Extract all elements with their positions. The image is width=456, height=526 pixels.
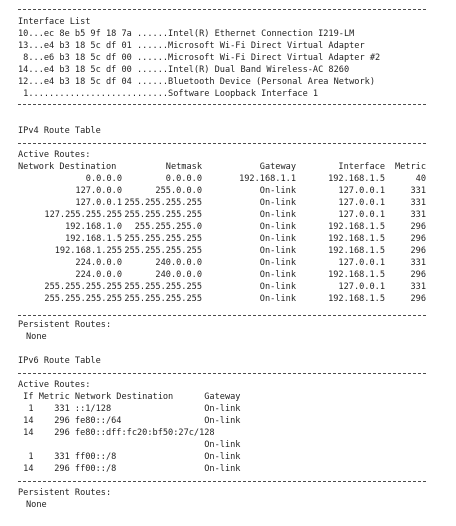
ipv4-cell-metric: 296: [410, 234, 426, 244]
ipv4-cell-network-destination: 255.255.255.255: [44, 294, 122, 304]
ipv4-cell-network-destination: 127.0.0.1: [75, 198, 122, 208]
ipv4-cell-metric: 331: [410, 210, 426, 220]
ipv4-cell-netmask: 255.255.255.255: [124, 246, 202, 256]
ipv4-header-netmask: Netmask: [165, 162, 202, 172]
interface-row: 1...........................Software Loopback Interface 1: [18, 89, 319, 99]
ipv6-route-row: 14 296 fe80::/64 On-link: [18, 416, 241, 426]
ipv6-route-row: 14 296 fe80::dff:fc20:bf50:27c/128: [18, 428, 215, 438]
ipv6-route-table-title: IPv6 Route Table: [18, 356, 101, 366]
ipv4-cell-netmask: 255.255.255.255: [124, 210, 202, 220]
ipv4-cell-interface: 192.168.1.5: [328, 270, 385, 280]
ipv4-cell-netmask: 240.0.0.0: [155, 258, 202, 268]
ipv4-cell-metric: 296: [410, 222, 426, 232]
interface-row: 13...e4 b3 18 5c df 01 ......Microsoft Wi-Fi Direct Virtual Adapter: [18, 41, 365, 51]
ipv4-active-routes-label: Active Routes:: [18, 150, 91, 160]
ipv4-cell-netmask: 255.255.255.0: [134, 222, 202, 232]
ipv4-cell-interface: 192.168.1.5: [328, 294, 385, 304]
separator-rule: [18, 481, 426, 483]
ipv4-cell-metric: 40: [415, 174, 426, 184]
interface-row: 10...ec 8e b5 9f 18 7a ......Intel(R) Ethernet Connection I219-LM: [18, 29, 355, 39]
interface-list-title: Interface List: [18, 17, 91, 27]
ipv4-cell-gateway: On-link: [259, 270, 296, 280]
ipv4-cell-gateway: On-link: [259, 186, 296, 196]
ipv4-cell-interface: 192.168.1.5: [328, 234, 385, 244]
ipv4-cell-gateway: On-link: [259, 246, 296, 256]
ipv6-persistent-routes-label: Persistent Routes:: [18, 488, 112, 498]
ipv4-route-table-title: IPv4 Route Table: [18, 126, 101, 136]
separator-rule: [18, 104, 426, 106]
ipv4-cell-netmask: 255.255.255.255: [124, 198, 202, 208]
ipv4-persistent-routes-label: Persistent Routes:: [18, 320, 112, 330]
ipv4-cell-network-destination: 255.255.255.255: [44, 282, 122, 292]
ipv4-cell-netmask: 255.255.255.255: [124, 294, 202, 304]
ipv4-cell-metric: 296: [410, 270, 426, 280]
ipv4-cell-network-destination: 127.255.255.255: [44, 210, 122, 220]
ipv4-cell-interface: 127.0.0.1: [338, 282, 385, 292]
ipv4-cell-interface: 192.168.1.5: [328, 222, 385, 232]
ipv6-route-row: On-link: [18, 440, 241, 450]
ipv4-cell-gateway: On-link: [259, 234, 296, 244]
ipv6-active-routes-label: Active Routes:: [18, 380, 91, 390]
ipv4-cell-interface: 127.0.0.1: [338, 258, 385, 268]
ipv4-cell-metric: 331: [410, 282, 426, 292]
ipv6-route-row: 1 331 ff00::/8 On-link: [18, 452, 241, 462]
interface-row: 14...e4 b3 18 5c df 00 ......Intel(R) Dual Band Wireless-AC 8260: [18, 65, 350, 75]
ipv6-table-header: If Metric Network Destination Gateway: [18, 392, 241, 402]
interface-row: 8...e6 b3 18 5c df 00 ......Microsoft Wi-Fi Direct Virtual Adapter #2: [18, 53, 381, 63]
ipv4-cell-interface: 192.168.1.5: [328, 174, 385, 184]
ipv4-header-interface: Interface: [338, 162, 385, 172]
ipv4-cell-netmask: 255.255.255.255: [124, 282, 202, 292]
ipv4-header-network-destination: Network Destination: [18, 162, 117, 172]
ipv4-cell-gateway: 192.168.1.1: [239, 174, 296, 184]
ipv4-cell-network-destination: 192.168.1.0: [65, 222, 122, 232]
ipv4-cell-network-destination: 0.0.0.0: [85, 174, 122, 184]
separator-rule: [18, 315, 426, 317]
ipv4-cell-interface: 192.168.1.5: [328, 246, 385, 256]
ipv4-cell-network-destination: 224.0.0.0: [75, 258, 122, 268]
ipv6-route-row: 1 331 ::1/128 On-link: [18, 404, 241, 414]
ipv4-cell-interface: 127.0.0.1: [338, 186, 385, 196]
ipv4-cell-gateway: On-link: [259, 258, 296, 268]
ipv4-cell-network-destination: 192.168.1.255: [54, 246, 122, 256]
ipv4-cell-gateway: On-link: [259, 222, 296, 232]
ipv4-cell-metric: 296: [410, 294, 426, 304]
separator-rule: [18, 373, 426, 375]
ipv4-cell-netmask: 255.0.0.0: [155, 186, 202, 196]
ipv4-cell-interface: 127.0.0.1: [338, 210, 385, 220]
ipv4-cell-network-destination: 192.168.1.5: [65, 234, 122, 244]
ipv4-header-gateway: Gateway: [259, 162, 296, 172]
ipv4-header-metric: Metric: [394, 162, 426, 172]
ipv4-cell-network-destination: 224.0.0.0: [75, 270, 122, 280]
ipv4-cell-gateway: On-link: [259, 294, 296, 304]
ipv4-cell-metric: 331: [410, 198, 426, 208]
ipv4-cell-netmask: 255.255.255.255: [124, 234, 202, 244]
ipv4-cell-metric: 296: [410, 246, 426, 256]
ipv4-persistent-routes-value: None: [26, 332, 47, 342]
ipv4-cell-gateway: On-link: [259, 282, 296, 292]
ipv4-cell-gateway: On-link: [259, 198, 296, 208]
ipv4-cell-interface: 127.0.0.1: [338, 198, 385, 208]
ipv6-persistent-routes-value: None: [26, 500, 47, 510]
ipv4-cell-metric: 331: [410, 186, 426, 196]
ipv4-cell-netmask: 240.0.0.0: [155, 270, 202, 280]
separator-rule: [18, 9, 426, 11]
separator-rule: [18, 143, 426, 145]
ipv4-cell-gateway: On-link: [259, 210, 296, 220]
ipv4-cell-netmask: 0.0.0.0: [165, 174, 202, 184]
ipv4-cell-metric: 331: [410, 258, 426, 268]
ipv6-route-row: 14 296 ff00::/8 On-link: [18, 464, 241, 474]
ipv4-cell-network-destination: 127.0.0.0: [75, 186, 122, 196]
interface-row: 12...e4 b3 18 5c df 04 ......Bluetooth Device (Personal Area Network): [18, 77, 375, 87]
